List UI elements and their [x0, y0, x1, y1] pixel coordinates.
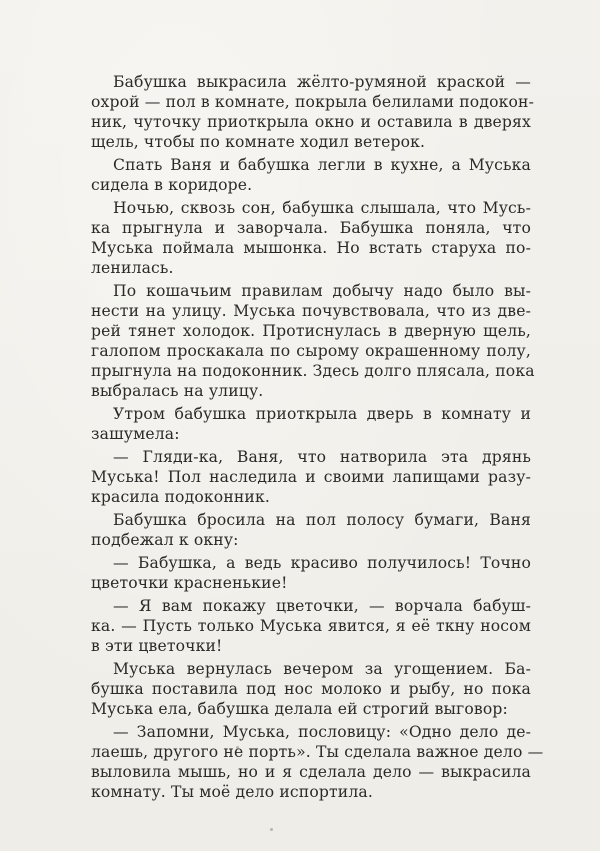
paragraph — [91, 447, 531, 507]
text-line: охрой — пол в комнате, покрыла белилами подокон- — [91, 93, 535, 111]
text-line: По кошачьим правилам добычу надо было вы- — [113, 282, 531, 300]
text-line: выбралась на улицу. — [91, 382, 264, 400]
paragraph — [91, 510, 531, 550]
paragraph — [91, 404, 531, 444]
text-line: цветочки красненькие! — [91, 574, 288, 592]
text-line: Спать Ваня и бабушка легли в кухне, а Муська — [113, 156, 531, 174]
paragraph — [91, 281, 535, 401]
paragraph — [91, 596, 531, 656]
text-line: Бабушка выкрасила жёлто-румяной краской — — [113, 73, 531, 91]
text-line: Муська ела, бабушка делала ей строгий выговор: — [91, 700, 508, 718]
text-line: ник, чуточку приоткрыла окно и оставила в дверях — [91, 113, 531, 131]
paper-speck — [270, 828, 273, 831]
paragraph — [91, 553, 531, 593]
text-line: подбежал к окну: — [91, 531, 239, 549]
text-line: лаешь, другого не порть». Ты сделала важное дело — — [91, 743, 544, 761]
text-line: Муська вернулась вечером за угощением. Ба- — [113, 660, 531, 678]
paragraph — [91, 72, 535, 152]
text-line: прыгнула на подоконник. Здесь долго плясала, пока — [91, 362, 535, 380]
paragraph — [91, 155, 531, 195]
text-line: Муська поймала мышонка. Но встать старуха по- — [91, 239, 531, 257]
text-line: в эти цветочки! — [91, 637, 223, 655]
text-line: выловила мышь, но и я сделала дело — выкрасила — [91, 763, 531, 781]
text-line: галопом проскакала по сырому окрашенному полу, — [91, 342, 531, 360]
text-line: рей тянет холодок. Протиснулась в дверную щель, — [91, 322, 531, 340]
text-line: сидела в коридоре. — [91, 176, 253, 194]
text-line: ка. — Пусть только Муська явится, я её ткну носом — [91, 617, 531, 635]
text-line: ленилась. — [91, 259, 174, 277]
text-line: Утром бабушка приоткрыла дверь в комнату и — [113, 405, 531, 423]
text-line: — Гляди-ка, Ваня, что натворила эта дрянь — [113, 448, 531, 466]
text-line: — Я вам покажу цветочки, — ворчала бабуш- — [113, 597, 531, 615]
text-line: — Запомни, Муська, пословицу: «Одно дело де- — [113, 723, 531, 741]
text-line: комнату. Ты моё дело испортила. — [91, 783, 373, 801]
text-line: Бабушка бросила на пол полосу бумаги, Ваня — [113, 511, 531, 529]
text-line: красила подоконник. — [91, 488, 270, 506]
text-line: бушка поставила под нос молоко и рыбу, но пока — [91, 680, 531, 698]
story-text — [91, 72, 544, 805]
paragraph — [91, 198, 531, 278]
text-line: Ночью, сквозь сон, бабушка слышала, что Мусь- — [113, 199, 531, 217]
paragraph — [91, 722, 544, 802]
text-line: — Бабушка, а ведь красиво получилось! Точно — [113, 554, 531, 572]
text-line: ка прыгнула и заворчала. Бабушка поняла, что — [91, 219, 531, 237]
text-line: нести на улицу. Муська почувствовала, что из две- — [91, 302, 531, 320]
text-line: Муська! Пол наследила и своими лапищами разу- — [91, 468, 531, 486]
text-line: щель, чтобы по комнате ходил ветерок. — [91, 133, 426, 151]
text-line: зашумела: — [91, 425, 180, 443]
paragraph — [91, 659, 531, 719]
